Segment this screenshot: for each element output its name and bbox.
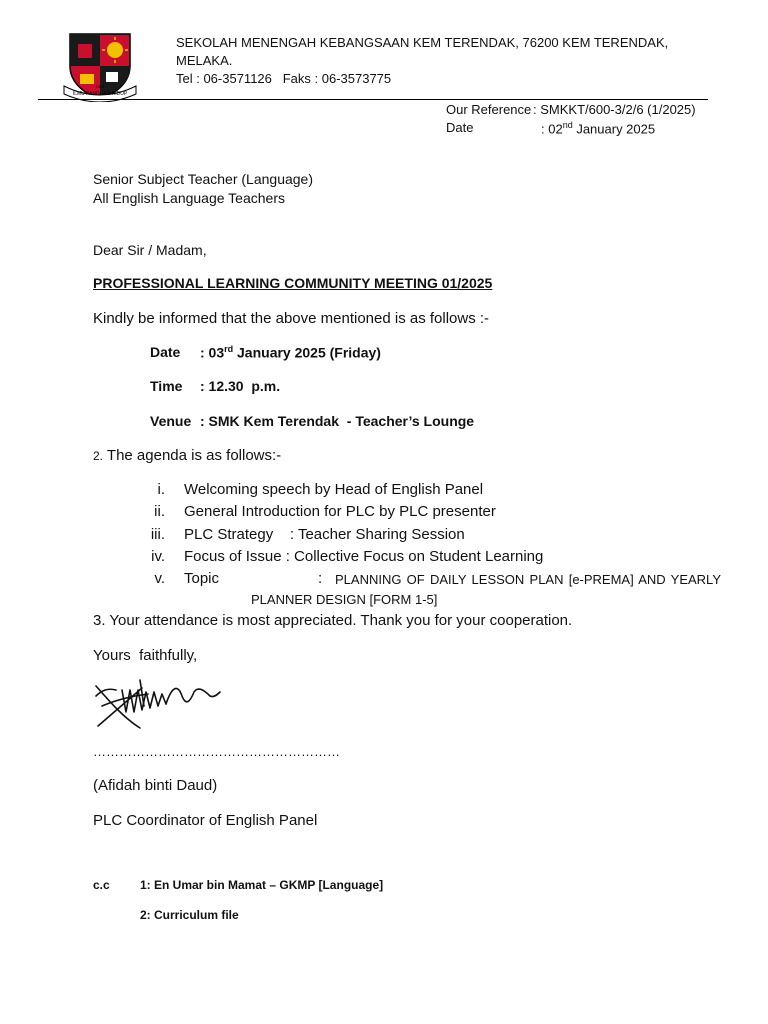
detail-date-prefix: : 03 xyxy=(200,344,225,361)
detail-venue-value: : SMK Kem Terendak - Teacher’s Lounge xyxy=(200,413,475,429)
agenda-topic-line1: PLANNING OF DAILY LESSON PLAN [e-PREMA] AND YEARLY xyxy=(335,572,721,587)
recipient-line: Senior Subject Teacher (Language) xyxy=(93,171,314,187)
intro-text: Kindly be informed that the above mentioned is as follows :- xyxy=(93,310,490,327)
agenda-topic-colon: : xyxy=(318,570,323,587)
agenda-item-number: i. xyxy=(157,481,165,498)
agenda-item-number: iv. xyxy=(151,548,165,565)
signatory-title: PLC Coordinator of English Panel xyxy=(93,812,318,829)
agenda-heading-text: The agenda is as follows:- xyxy=(103,447,282,464)
agenda-item-text: Topic xyxy=(184,570,220,587)
school-crest-logo xyxy=(62,30,138,102)
detail-date-value xyxy=(200,344,381,361)
detail-venue-label: Venue xyxy=(150,413,192,429)
detail-date-suffix: January 2025 (Friday) xyxy=(233,344,381,361)
handwritten-signature xyxy=(92,676,222,736)
detail-date-sup: rd xyxy=(224,344,234,354)
detail-time-value: : 12.30 p.m. xyxy=(200,378,281,394)
signature-dotted-line: ………………………………………………… xyxy=(93,744,340,759)
reference-value: : SMKKT/600-3/2/6 (1/2025) xyxy=(533,102,696,117)
reference-label: Our Reference xyxy=(446,102,532,117)
agenda-item-text: General Introduction for PLC by PLC presenter xyxy=(184,503,496,520)
signatory-name: (Afidah binti Daud) xyxy=(93,777,218,794)
agenda-item-number: v. xyxy=(154,570,165,587)
letter-subject: PROFESSIONAL LEARNING COMMUNITY MEETING 01/2025 xyxy=(93,275,493,291)
cc-item: 1: En Umar bin Mamat – GKMP [Language] xyxy=(140,878,384,892)
detail-time-label: Time xyxy=(150,378,183,394)
closing-text: 3. Your attendance is most appreciated. Thank you for your cooperation. xyxy=(93,612,573,629)
crest-motto: ILMU PANDUAN HIDUP xyxy=(72,91,128,97)
agenda-item-number: iii. xyxy=(150,526,165,543)
agenda-topic-line2: PLANNER DESIGN [FORM 1-5] xyxy=(251,592,438,607)
agenda-item-text: Focus of Issue : Collective Focus on Student Learning xyxy=(184,548,544,565)
reference-date-sup: nd xyxy=(562,120,573,130)
cc-item: 2: Curriculum file xyxy=(140,908,239,922)
school-name-line1: SEKOLAH MENENGAH KEBANGSAAN KEM TERENDAK, 76200 KEM TERENDAK, xyxy=(176,35,669,50)
agenda-item-text: PLC Strategy : Teacher Sharing Session xyxy=(184,526,465,543)
agenda-item-text: Welcoming speech by Head of English Panel xyxy=(184,481,484,498)
agenda-number: 2. xyxy=(93,449,104,463)
reference-date-label: Date xyxy=(446,120,474,135)
reference-date-value xyxy=(541,120,655,136)
recipient-line: All English Language Teachers xyxy=(93,190,285,206)
header-divider xyxy=(38,99,708,100)
detail-date-label: Date xyxy=(150,344,181,360)
signoff: Yours faithfully, xyxy=(93,647,198,664)
school-contact: Tel : 06-3571126 Faks : 06-3573775 xyxy=(176,71,392,86)
school-name-line2: MELAKA. xyxy=(176,53,233,68)
agenda-heading xyxy=(93,447,281,464)
salutation: Dear Sir / Madam, xyxy=(93,242,207,258)
reference-date-suffix: January 2025 xyxy=(572,121,656,137)
cc-label: c.c xyxy=(93,878,110,892)
agenda-item-number: ii. xyxy=(154,503,165,520)
crest-year: 1962 xyxy=(95,84,105,89)
reference-date-prefix: : 02 xyxy=(541,121,563,137)
